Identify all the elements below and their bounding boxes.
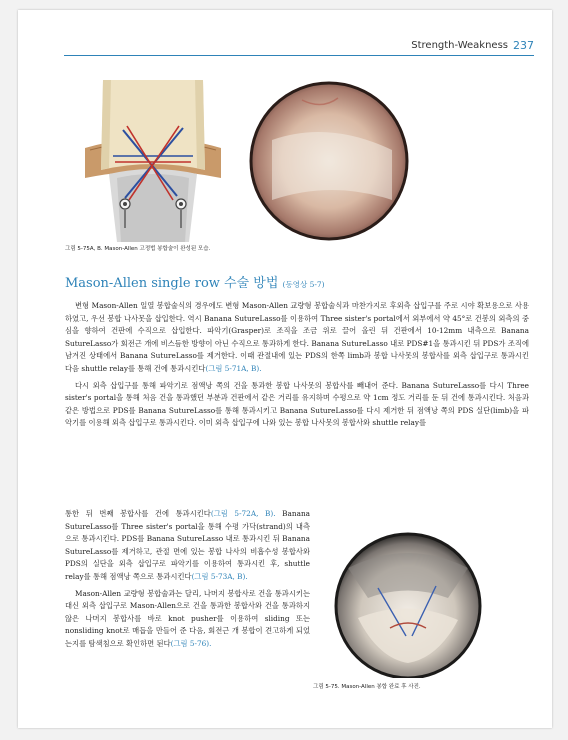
paragraph-2: [65, 380, 529, 430]
figure-arthroscopy-top: [242, 80, 416, 242]
figure-ref-5-73: (그림 5-73A, B).: [191, 571, 248, 581]
figure-ref-5-72: (그림 5-72A, B).: [210, 509, 276, 518]
paragraph-3: [65, 508, 310, 584]
paragraph-3-text: 통한 뒤 번째 봉합사를 건에 통과시킨다: [65, 509, 211, 518]
suture-diagram-illustration: [65, 78, 241, 242]
paragraph-4-text: Mason-Allen 교량형 봉합술과는 달리, 나머지 봉합사로 건을 통과시키는 대신 외측 삽입구로 Mason-Allen으로 건을 통과한 봉합사와 건을 통과하지 않은 나머지 봉합사를 바로 knot pusher를 이용하여 sliding 또는 nonsliding knot로 매듭을 만들어 준 다음, 회전근 개 봉합이 견고하게 되었는지를 탐색침으로 확인하면 된다: [65, 588, 310, 648]
arthroscopic-photo: [242, 80, 416, 242]
section-title-text: Mason-Allen single row 수술 방법: [65, 276, 279, 291]
figure-caption-2: 그림 5-75. Mason-Allen 봉합 완료 후 사진.: [313, 684, 421, 690]
figure-diagram: [65, 78, 241, 242]
arthroscopic-repair-photo: [328, 528, 488, 678]
body-text-full-width: [65, 300, 529, 434]
paragraph-1: [65, 300, 529, 376]
paragraph-3-text-cont: Banana SutureLasso를 Three sister's portal을 통해 수평 가닥(strand)의 내측으로 통과시킨다. PDS를 Banana SutureLasso 내로 통과시킨 뒤 Banana SutureLasso를 제거하고, 관절 면에 있는 봉합 나사의 비흡수성 봉합사와 PDS의 실단을 외측 삽입구로 파악기를 이용하여 통과시킨 후, shuttle relay를 통해 점액낭 쪽으로 통과시킨다: [65, 509, 310, 581]
section-heading: [65, 272, 325, 291]
figure-caption-1: 그림 5-75A, B. Mason-Allen 고정법 봉합술이 완성된 모습.: [65, 246, 211, 252]
book-page: [18, 10, 552, 728]
running-title: Strength-Weakness: [411, 40, 508, 51]
page-header: [64, 38, 534, 60]
figure-arthroscopy-bottom: [328, 528, 488, 678]
body-text-narrow: [65, 508, 310, 655]
paragraph-2-text: 다시 외측 삽입구를 통해 파악기로 점액낭 쪽의 건을 통과한 봉합 나사못의 봉합사를 빼내어 준다. Banana SutureLasso를 다시 Three sister's portal을 통해 처음 건을 통과했던 부분과 건판에서 같은 거리를 유지하며 수평으로 약 1cm 정도 거리를 둔 뒤 건에 통과시킨다. 처음과 같은 방법으로 PDS를 Banana SutureLasso를 통해 통과시키고 Banana SutureLasso를 다시 제거한 뒤 점액낭 쪽의 PDS 실단(limb)을 파악기를 이용해 외측 삽입구로 통과시킨다. 이미 외측 삽입구에 나와 있는 봉합 나사못의 봉합사와 shuttle relay를: [65, 380, 529, 428]
header-rule: [64, 55, 534, 56]
figure-ref-5-71: (그림 5-71A, B).: [205, 363, 262, 373]
paragraph-4: [65, 588, 310, 651]
paragraph-1-text: 변형 Mason-Allen 일열 봉합술식의 경우에도 변형 Mason-Allen 교량형 봉합술식과 마찬가지로 후외측 삽입구를 주로 시야 확보용으로 사용하였고, 우선 봉합 나사못을 삽입한다. 역시 Banana SutureLasso를 이용하여 Three sister's portal에서 외부에서 약 45°로 건봉의 외측의 중심을 향하여 건판에 수직으로 삽입한다. 파악기(Grasper)로 조직을 조금 위로 끌어 올린 뒤 건판에서 10-12mm 내측으로 Banana SutureLasso가 회전근 개에 비스듬한 방향이 아닌 수직으로 통과하게 한다. Banana SutureLasso 내로 PDS#1을 통과시킨 뒤 PDS가 조직에 남겨진 상태에서 Banana SutureLasso를 제거한다. 이때 관절내에 있는 PDS의 한쪽 limb과 봉합 나사못의 봉합사를 외측 삽입구로 통과시킨 다음 shuttle relay를 통해 건에 통과시킨다: [65, 301, 529, 373]
video-reference: (동영상 5-7): [282, 280, 325, 289]
page-number: 237: [513, 39, 534, 52]
figure-ref-5-76: (그림 5-76).: [170, 638, 212, 648]
